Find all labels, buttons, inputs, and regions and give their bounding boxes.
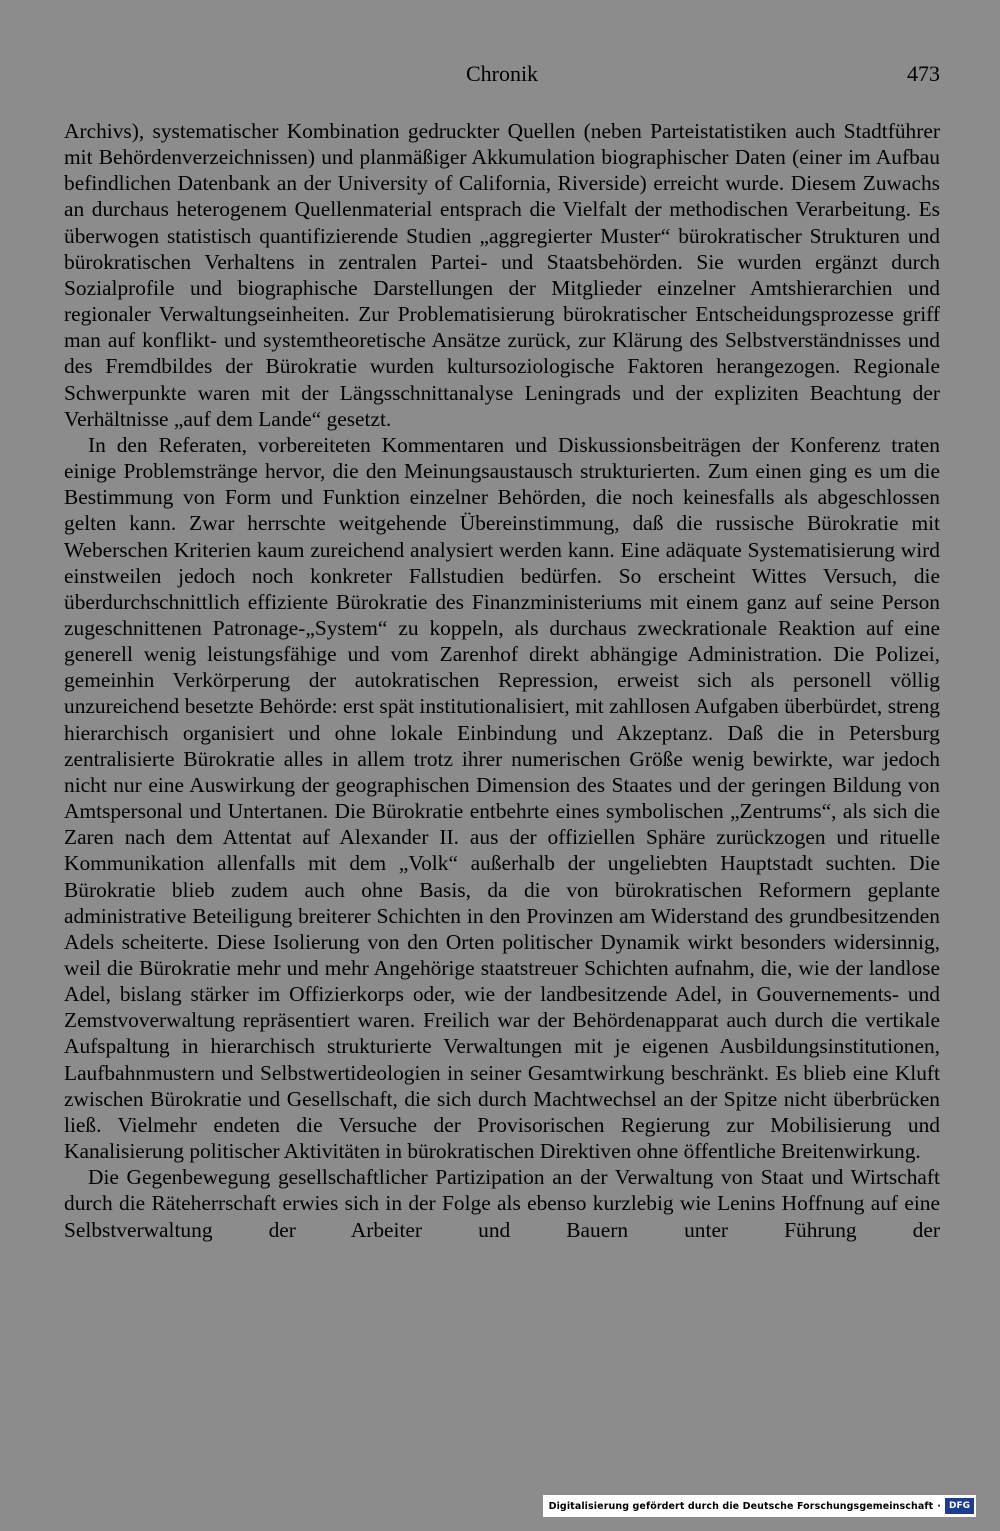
paragraph-2: In den Referaten, vorbereiteten Kommentaren und Diskussionsbeiträgen der Konferenz traten einige Problemstränge hervor, die den Meinungsaustausch strukturierten. Zum einen ging es um die Bestimmung von Form und Funktion einzelner Behörden, die noch keinesfalls als abgeschlossen gelten kann. Zwar herrschte weitgehende Übereinstimmung, daß die russische Bürokratie mit Weberschen Kriterien kaum zureichend analysiert werden kann. Eine adäquate Systematisierung wird einstweilen jedoch noch konkreter Fallstudien bedürfen. So erscheint Wittes Versuch, die überdurchschnittlich effiziente Bürokratie des Finanzministeriums mit einem ganz auf seine Person zugeschnittenen Patronage-„System“ zu koppeln, als durchaus zweckrationale Reaktion auf eine generell wenig leistungsfähige und vom Zarenhof direkt abhängige Administration. Die Polizei, gemeinhin Verkörperung der autokratischen Repression, erweist sich als personell völlig unzureichend besetzte Behörde: erst spät institutionalisiert, mit zahllosen Aufgaben überbürdet, streng hierarchisch organisiert und ohne lokale Einbindung und Akzeptanz. Daß die in Petersburg zentralisierte Bürokratie alles in allem trotz ihrer numerischen Größe wenig bewirkte, war jedoch nicht nur eine Auswirkung der geographischen Dimension des Staates und der geringen Bildung von Amtspersonal und Untertanen. Die Bürokratie entbehrte eines symbolischen „Zentrums“, als sich die Zaren nach dem Attentat auf Alexander II. aus der offiziellen Sphäre zurückzogen und rituelle Kommunikation allenfalls mit dem „Volk“ außerhalb der ungeliebten Hauptstadt suchten. Die Bürokratie blieb zudem auch ohne Basis, da die von bürokratischen Reformern geplante administrative Beteiligung breiterer Schichten in den Provinzen am Widerstand des grundbesitzenden Adels scheiterte. Diese Isolierung von den Orten politischer Dynamik wirkt besonders widersinnig, weil die Bürokratie mehr und mehr Angehörige staatstreuer Schichten aufnahm, die, wie der landlose Adel, bislang stärker im Offizierkorps oder, wie der landbesitzende Adel, in Gouvernements- und Zemstvoverwaltung repräsentiert waren. Freilich war der Behördenapparat auch durch die vertikale Aufspaltung in hierarchisch strukturierte Verwaltungen mit je eigenen Ausbildungsinstitutionen, Laufbahnmustern und Selbstwertideologien in seiner Gesamtwirkung beschränkt. Es blieb eine Kluft zwischen Bürokratie und Gesellschaft, die sich durch Machtwechsel an der Spitze nicht überbrücken ließ. Vielmehr endeten die Versuche der Provisorischen Regierung zur Mobilisierung und Kanalisierung politischer Aktivitäten in bürokratischen Direktiven ohne öffentliche Breitenwirkung. bbox=[64, 432, 940, 1164]
footer-separator: · bbox=[937, 1500, 941, 1512]
page-number: 473 bbox=[907, 61, 940, 86]
running-head bbox=[64, 58, 940, 90]
page-header-title: Chronik bbox=[465, 61, 539, 86]
digitization-footer bbox=[543, 1495, 976, 1517]
footer-credit: Digitalisierung gefördert durch die Deutsche Forschungsgemeinschaft bbox=[548, 1500, 934, 1512]
paragraph-3: Die Gegenbewegung gesellschaftlicher Partizipation an der Verwaltung von Staat und Wirtschaft durch die Räteherrschaft erwies sich in der Folge als ebenso kurzlebig wie Lenins Hoffnung auf eine Selbstverwaltung der Arbeiter und Bauern unter Führung der bbox=[64, 1165, 940, 1242]
dfg-logo: DFG bbox=[945, 1498, 974, 1514]
paragraph-1: Archivs), systematischer Kombination gedruckter Quellen (neben Parteistatistiken auch Stadtführer mit Behördenverzeichnissen) und planmäßiger Akkumulation biographischer Daten (einer im Aufbau befindlichen Datenbank an der University of California, Riverside) erreicht wurde. Diesem Zuwachs an durchaus heterogenem Quellenmaterial entsprach die Vielfalt der methodischen Verarbeitung. Es überwogen statistisch quantifizierende Studien „aggregierter Muster“ bürokratischer Strukturen und bürokratischen Verhaltens in zentralen Partei- und Staatsbehörden. Sie wurden ergänzt durch Sozialprofile und biographische Darstellungen der Mitglieder einzelner Amtshierarchien und regionaler Verwaltungseinheiten. Zur Problematisierung bürokratischer Entscheidungsprozesse griff man auf konflikt- und systemtheoretische Ansätze zurück, zur Klärung des Selbstverständnisses und des Fremdbildes der Bürokratie wurden kultursoziologische Faktoren herangezogen. Regionale Schwerpunkte waren mit der Längsschnittanalyse Leningrads und der expliziten Beachtung der Verhältnisse „auf dem Lande“ gesetzt. bbox=[64, 119, 940, 431]
body-text bbox=[64, 118, 940, 1243]
